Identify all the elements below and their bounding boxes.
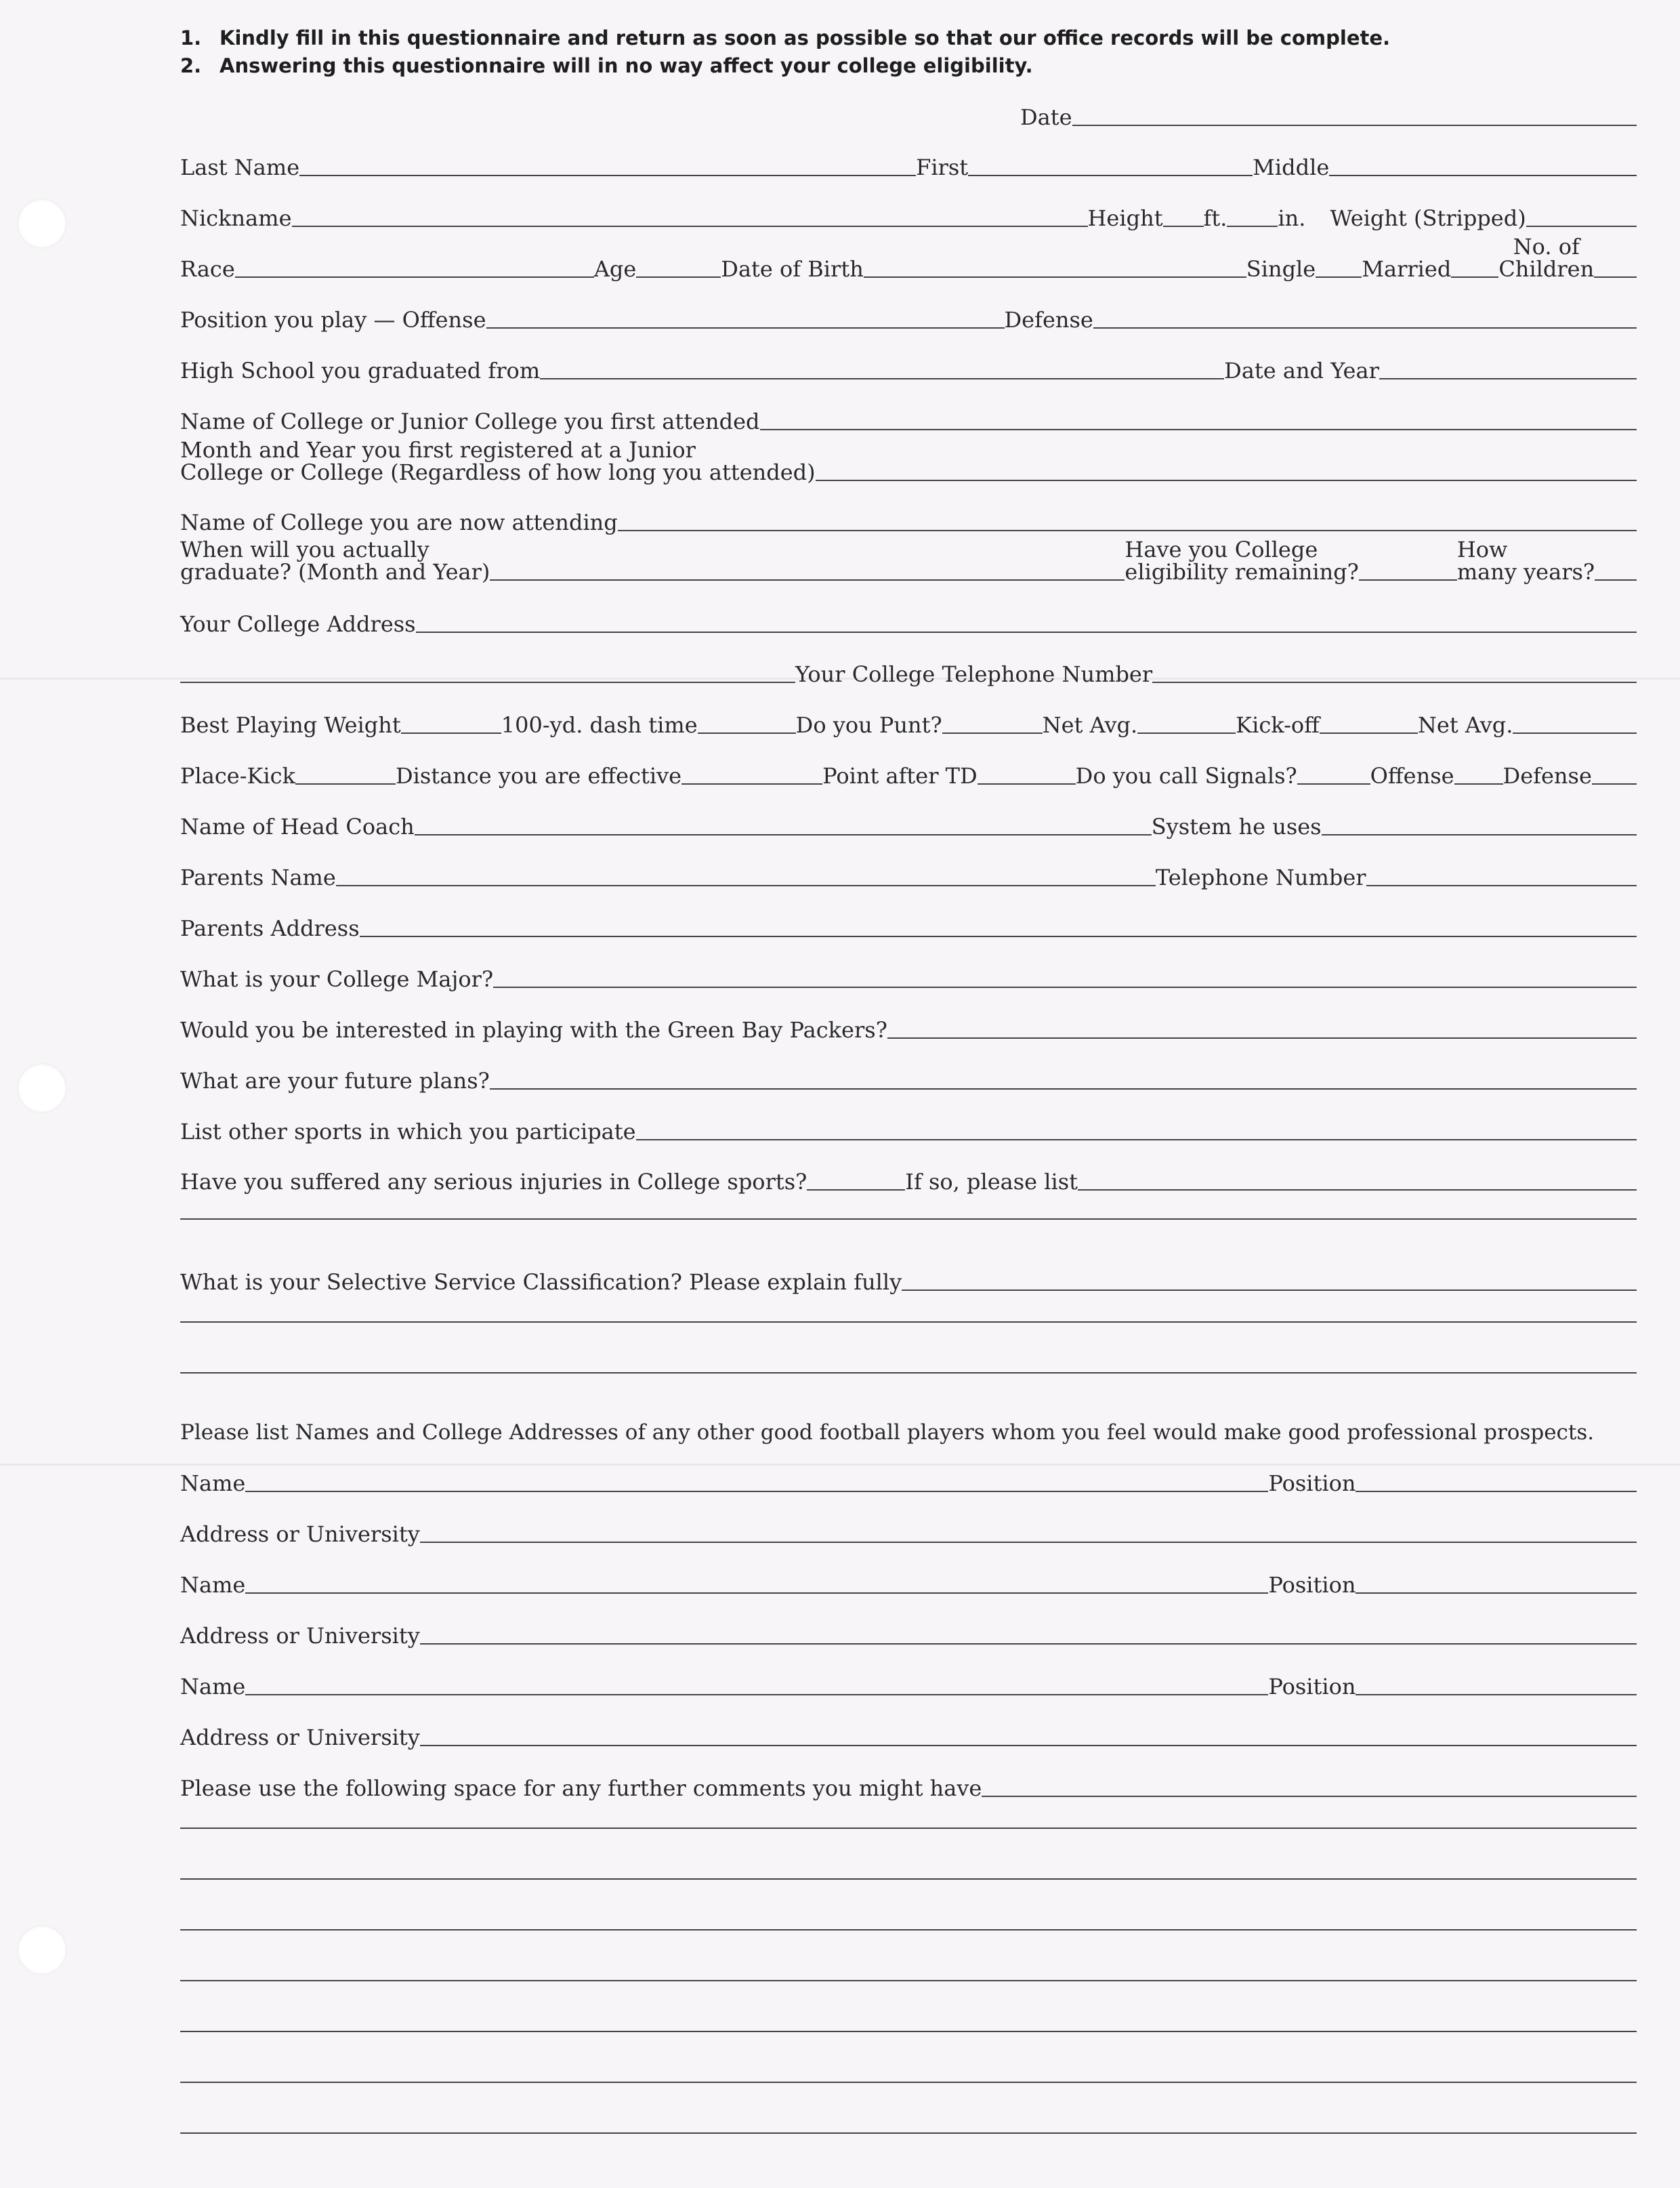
prospect-1-address-label: Address or University	[180, 1521, 420, 1547]
comments-line-row	[180, 1929, 1637, 1933]
packers-row	[180, 1018, 1637, 1041]
prospect-1-name-row	[180, 1472, 1637, 1495]
telephone-label: Telephone Number	[1155, 865, 1366, 890]
prospect-1-position-label: Position	[1268, 1470, 1356, 1496]
prospect-3-name-label: Name	[180, 1674, 246, 1699]
college-phone-field[interactable]	[1152, 682, 1637, 683]
prospect-2-position-field[interactable]	[1356, 1592, 1637, 1594]
other-sports-row	[180, 1120, 1637, 1143]
race-label: Race	[180, 256, 235, 282]
injuries-label: Have you suffered any serious injuries in College sports?	[180, 1169, 807, 1195]
comments-line[interactable]	[180, 1828, 1637, 1829]
last-name-field[interactable]	[299, 175, 916, 176]
prospect-1-address-field[interactable]	[420, 1542, 1637, 1543]
college-address-row	[180, 613, 1637, 636]
prospect-2-address-field[interactable]	[420, 1643, 1637, 1645]
comments-line[interactable]	[180, 1878, 1637, 1880]
net-avg-2-field[interactable]	[1513, 732, 1637, 734]
signals-offense-field[interactable]	[1454, 783, 1503, 785]
pat-label: Point after TD	[822, 763, 978, 789]
dash-field[interactable]	[698, 732, 796, 734]
punt-field[interactable]	[942, 732, 1043, 734]
prospect-2-position-label: Position	[1268, 1572, 1356, 1598]
prospect-2-name-row	[180, 1573, 1637, 1596]
children-label: No. of Children	[1498, 234, 1595, 282]
parents-address-label: Parents Address	[180, 915, 360, 941]
height-in-field[interactable]	[1227, 226, 1278, 227]
signals-label: Do you call Signals?	[1075, 763, 1297, 789]
in-label: in.	[1278, 205, 1306, 231]
place-kick-field[interactable]	[295, 783, 396, 785]
net-avg-label: Net Avg.	[1042, 712, 1138, 738]
college-phone-label: Your College Telephone Number	[795, 661, 1153, 687]
comments-line-row	[180, 2082, 1637, 2086]
age-field[interactable]	[636, 276, 721, 278]
date-row	[180, 106, 1637, 129]
selective-row	[180, 1271, 1637, 1294]
signals-field[interactable]	[1297, 783, 1370, 785]
graduate-row	[180, 539, 1637, 583]
years-field[interactable]	[1595, 579, 1637, 581]
prospect-2-address-label: Address or University	[180, 1623, 420, 1649]
height-label: Height	[1087, 205, 1163, 231]
college-address-line-2[interactable]	[180, 682, 795, 683]
first-registered-row	[180, 439, 1637, 484]
date-year-field[interactable]	[1379, 378, 1637, 379]
eligibility-label: Have you College eligibility remaining?	[1125, 537, 1359, 585]
selective-service-line-3[interactable]	[180, 1372, 1637, 1374]
punch-hole	[18, 199, 66, 248]
middle-name-label: Middle	[1253, 154, 1330, 180]
instructions	[180, 24, 1390, 80]
major-label: What is your College Major?	[180, 966, 494, 992]
parents-name-row	[180, 866, 1637, 889]
selective-service-line-2[interactable]	[180, 1321, 1637, 1323]
prospect-3-name-row	[180, 1675, 1637, 1698]
packers-label: Would you be interested in playing with the Green Bay Packers?	[180, 1017, 887, 1043]
dob-field[interactable]	[864, 276, 1246, 278]
prospect-3-name-field[interactable]	[245, 1694, 1268, 1695]
kickoff-label: Kick-off	[1236, 712, 1320, 738]
first-name-field[interactable]	[968, 175, 1253, 176]
comments-line-row	[180, 2132, 1637, 2137]
instruction-1: 1. Kindly fill in this questionnaire and return as soon as possible so that our office records will be complete.	[180, 26, 1391, 49]
prospects-row	[180, 1421, 1637, 1444]
now-attending-row	[180, 511, 1637, 534]
comments-line[interactable]	[180, 2031, 1637, 2032]
net-avg-field[interactable]	[1137, 732, 1236, 734]
prospect-3-address-field[interactable]	[420, 1745, 1637, 1746]
married-label: Married	[1362, 256, 1452, 282]
dob-label: Date of Birth	[721, 256, 864, 282]
signals-offense-label: Offense	[1370, 763, 1454, 789]
married-field[interactable]	[1451, 276, 1498, 278]
future-plans-row	[180, 1069, 1637, 1092]
date-field[interactable]	[1072, 125, 1637, 126]
comments-line-row	[180, 1828, 1637, 1832]
comments-line-row	[180, 1878, 1637, 1882]
graduate-field[interactable]	[490, 579, 1125, 581]
signals-defense-field[interactable]	[1592, 783, 1637, 785]
defense-field[interactable]	[1093, 327, 1637, 329]
age-label: Age	[593, 256, 637, 282]
first-registered-label: Month and Year you first registered at a Junior College or College (Regardless of how long you attended)	[180, 437, 816, 485]
nickname-field[interactable]	[292, 226, 1088, 227]
race-field[interactable]	[235, 276, 594, 278]
comments-row	[180, 1777, 1637, 1800]
head-coach-field[interactable]	[415, 834, 1152, 835]
race-row	[180, 236, 1637, 281]
injuries-list-line-2[interactable]	[180, 1218, 1637, 1220]
punch-hole	[18, 1926, 66, 1975]
prospect-1-position-field[interactable]	[1356, 1491, 1637, 1492]
paper-fold-line	[0, 1464, 1680, 1466]
single-field[interactable]	[1316, 276, 1362, 278]
first-college-label: Name of College or Junior College you first attended	[180, 409, 760, 434]
packers-field[interactable]	[887, 1037, 1637, 1039]
selective-extra-row-2	[180, 1372, 1637, 1376]
weight-label: Weight (Stripped)	[1330, 205, 1526, 231]
date-year-label: Date and Year	[1224, 358, 1379, 384]
prospect-3-address-label: Address or University	[180, 1725, 420, 1750]
punch-hole	[18, 1064, 66, 1113]
height-ft-field[interactable]	[1163, 226, 1204, 227]
graduate-label: When will you actually graduate? (Month and Year)	[180, 537, 490, 585]
date-label: Date	[1020, 104, 1072, 130]
prospect-3-position-field[interactable]	[1356, 1694, 1637, 1695]
comments-line[interactable]	[180, 2082, 1637, 2083]
parents-address-row	[180, 917, 1637, 940]
comments-line[interactable]	[180, 1980, 1637, 1981]
prospect-2-address-row	[180, 1624, 1637, 1647]
system-label: System he uses	[1151, 814, 1322, 840]
position-row	[180, 308, 1637, 331]
best-weight-label: Best Playing Weight	[180, 712, 401, 738]
selective-extra-row-1	[180, 1321, 1637, 1325]
telephone-field[interactable]	[1366, 885, 1637, 886]
prospect-2-name-label: Name	[180, 1572, 246, 1598]
prospect-1-address-row	[180, 1523, 1637, 1546]
weight-field[interactable]	[1526, 226, 1637, 227]
now-attending-label: Name of College you are now attending	[180, 510, 618, 535]
comments-line[interactable]	[180, 2132, 1637, 2134]
place-kick-label: Place-Kick	[180, 763, 295, 789]
future-plans-field[interactable]	[490, 1088, 1637, 1090]
major-row	[180, 968, 1637, 991]
injuries-yes-no-field[interactable]	[807, 1189, 905, 1191]
high-school-row	[180, 359, 1637, 382]
net-avg-2-label: Net Avg.	[1417, 712, 1513, 738]
last-name-label: Last Name	[180, 154, 300, 180]
position-offense-label: Position you play — Offense	[180, 307, 486, 333]
injuries-list-field[interactable]	[1078, 1189, 1637, 1191]
injuries-extra-row	[180, 1218, 1637, 1222]
instruction-2: 2. Answering this questionnaire will in no way affect your college eligibility.	[180, 54, 1033, 77]
selective-service-label: What is your Selective Service Classification? Please explain fully	[180, 1269, 902, 1295]
prospect-1-name-label: Name	[180, 1470, 246, 1496]
comments-line-row	[180, 2031, 1637, 2035]
injuries-row	[180, 1170, 1637, 1193]
first-college-field[interactable]	[760, 429, 1637, 430]
comments-field[interactable]	[982, 1796, 1637, 1797]
signals-defense-label: Defense	[1503, 763, 1592, 789]
distance-field[interactable]	[681, 783, 822, 785]
distance-label: Distance you are effective	[395, 763, 682, 789]
college-address-label: Your College Address	[180, 611, 416, 637]
major-field[interactable]	[493, 987, 1637, 988]
best-weight-field[interactable]	[401, 732, 501, 734]
dash-label: 100-yd. dash time	[501, 712, 698, 738]
nickname-row	[180, 207, 1637, 230]
single-label: Single	[1246, 256, 1316, 282]
years-label: How many years?	[1456, 537, 1595, 585]
prospect-3-position-label: Position	[1268, 1674, 1356, 1699]
middle-name-field[interactable]	[1329, 175, 1637, 176]
head-coach-label: Name of Head Coach	[180, 814, 415, 840]
prospect-3-address-row	[180, 1726, 1637, 1749]
comments-line[interactable]	[180, 1929, 1637, 1931]
college-phone-row	[180, 663, 1637, 686]
kickoff-field[interactable]	[1320, 732, 1418, 734]
nickname-label: Nickname	[180, 205, 292, 231]
pat-field[interactable]	[978, 783, 1076, 785]
first-registered-field[interactable]	[816, 480, 1637, 481]
placekick-row	[180, 764, 1637, 787]
punt-label: Do you Punt?	[795, 712, 942, 738]
offense-field[interactable]	[486, 327, 1005, 329]
selective-service-field[interactable]	[902, 1289, 1637, 1291]
prospects-label: Please list Names and College Addresses of any other good football players whom you feel would make good professional prospects.	[180, 1420, 1595, 1445]
head-coach-row	[180, 815, 1637, 838]
prospect-1-name-field[interactable]	[245, 1491, 1268, 1492]
eligibility-field[interactable]	[1359, 579, 1457, 581]
future-plans-label: What are your future plans?	[180, 1068, 490, 1094]
kicking-row	[180, 714, 1637, 737]
now-attending-field[interactable]	[618, 530, 1637, 531]
ft-label: ft.	[1203, 205, 1227, 231]
parents-address-field[interactable]	[360, 936, 1637, 937]
comments-line-row	[180, 1980, 1637, 1984]
system-field[interactable]	[1322, 834, 1637, 835]
high-school-field[interactable]	[540, 378, 1224, 379]
prospect-2-name-field[interactable]	[245, 1592, 1268, 1594]
other-sports-label: List other sports in which you participate	[180, 1119, 636, 1144]
other-sports-field[interactable]	[636, 1139, 1637, 1140]
high-school-label: High School you graduated from	[180, 358, 541, 384]
children-field[interactable]	[1594, 276, 1637, 278]
if-so-label: If so, please list	[905, 1169, 1078, 1195]
first-college-row	[180, 410, 1637, 433]
defense-label: Defense	[1004, 307, 1093, 333]
first-name-label: First	[916, 154, 969, 180]
name-row	[180, 156, 1637, 179]
college-address-field[interactable]	[416, 632, 1637, 633]
comments-label: Please use the following space for any further comments you might have	[180, 1775, 982, 1801]
parents-name-field[interactable]	[336, 885, 1156, 886]
parents-name-label: Parents Name	[180, 865, 336, 890]
